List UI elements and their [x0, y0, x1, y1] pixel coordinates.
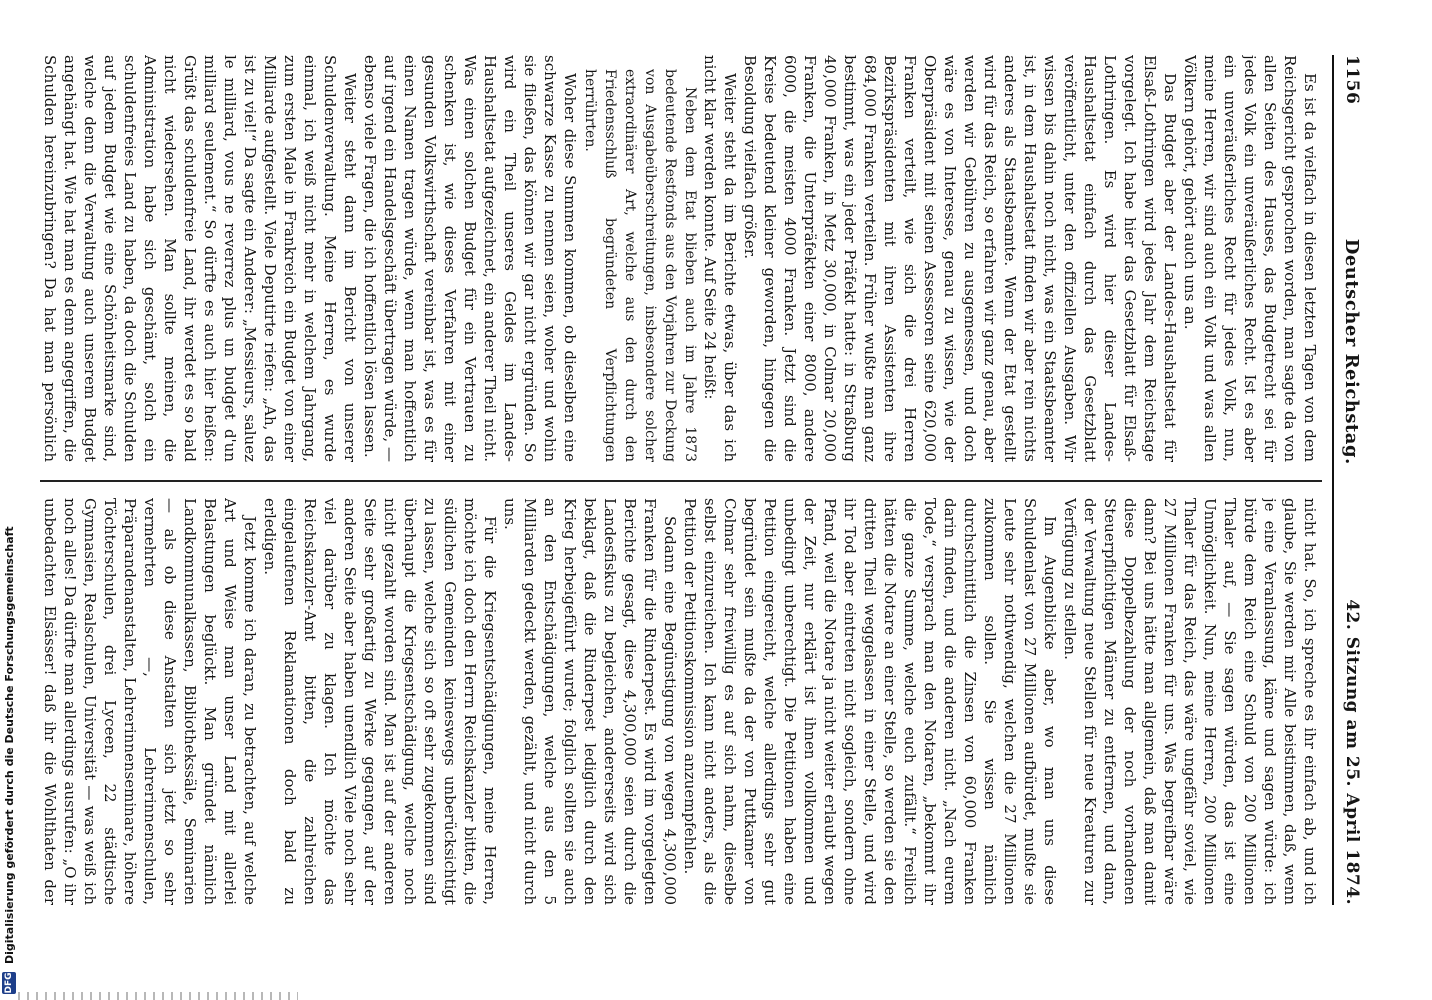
header-rule [1332, 55, 1334, 905]
paragraph: Es ist da vielfach in diesen letzten Tagen von dem Reichsgericht gesprochen worden, man sagte da von allen Seiten des Hauses, das Budgetrecht sei für jedes Volk ein unveräußerliches Recht. Ist es aber ein unveräußerliches Recht für jedes Volk, nun, meine Herren, wir sind auch ein Volk und was allen Völkern gehört, gehört auch uns an. [1181, 55, 1319, 462]
quotation: Neben dem Etat blieben auch im Jahre 1873 bedeutende Restfonds aus den Vorjahren zur Deckung von Ausgabeüberschreitungen, insbesondere solcher extraordinärer Art, welche aus den durch den Friedensschluß begründeten Verpflichtungen herrührten. [582, 69, 698, 462]
paragraph: Woher diese Summen kommen, ob dieselben eine schwarze Kasse zu nennen seien, woher und wohin sie fließen, das können wir gar nicht ergründen. So wird ein Theil unseres Geldes im Landes-Haushaltsetat aufgezeichnet, ein anderer Theil nicht. Was einen solchen Budget für ein Vertrauen zu schenken ist, wie dieses Verfahren mit einer gesunden Volkswirthschaft vereinbar ist, was es für einen Namen tragen würde, wenn man hoffentlich auf irgend ein Handelsgeschäft übertragen würde, — ebenso viele Fragen, die ich hoffentlich lösen lassen. [361, 55, 579, 462]
paragraph: Weiter steht dann im Bericht von unserer Schuldenverwaltung. Meine Herren, es wurde einmal, ich weiß nicht mehr in welchem Jahrgang, zum ersten Male in Frankreich ein Budget von einer Milliarde aufgestellt. Viele Deputirte riefen: „Ah, das ist zu viel!“ Da sagte ein Anderer: „Messieurs, saluez le milliard, vous ne reverrez plus un budget d'un milliard seulement.“ So dürfte es auch hier heißen: Grüßt das schuldenfreie Land, ihr werdet es so bald nicht wiedersehen. Man sollte meinen, die Administration habe sich geschämt, solch ein schuldenfreies Land zu haben, da doch die Schulden auf jedem Budget wie eine Schönheitsmarke sind, welche denn die Verwaltung auch unserem Budget angehängt hat. Wie hat man es denn angegriffen, die Schulden hereinzubringen? Da hat man persönlich [41, 55, 359, 462]
paragraph: Das Budget aber der Landes-Haushaltsetat für Elsaß-Lothringen wird jedes Jahr dem Reichstage vorgelegt. Ich habe hier das Gesetzblatt für Elsaß-Lothringen. Es wird hier dieser Landes-Haushaltsetat einfach durch das Gesetzblatt veröffentlicht, unter den offiziellen Ausgaben. Wir wissen bis dahin noch nicht, was ein Staatsbeamter ist, in dem Haushaltsetat finden wir aber rein nichts anderes als Staatsbeamte. Wenn der Etat gestellt wird für das Reich, so erfahren wir ganz genau, aber werden wir Gebühren zu ausgemessen, und doch wäre es von Interesse, genau zu wissen, wie der Oberpräsident mit seinen Assessoren seine 620,000 Franken verteilt, wie sich die drei Herren Bezirkspräsidenten mit ihren Assistenten ihre 684,000 Franken verteilen. Früher wußte man ganz bestimmt, was ein jeder Präfekt hatte: in Straßburg 40,000 Franken, in Metz 30,000, in Colmar 20,000 Franken, die Unterpräfekten einer 8000, andere 6000, die meisten 4000 Franken. Jetzt sind die Kreise bedeutend kleiner geworden, hingegen die Besoldung vielfach größer. [741, 55, 1179, 462]
left-column [40, 55, 1320, 462]
page-number: 1156 [1342, 55, 1362, 105]
digitization-text: Digitalisierung gefördert durch die Deutsche Forschungsgemeinschaft [2, 526, 16, 964]
page-title: Deutscher Reichstag. [1341, 238, 1362, 465]
paragraph: Weiter steht da im Berichte etwas, über das ich nicht klar werden konnte. Auf Seite 24 heißt: [701, 55, 739, 462]
scan-margin-marks [18, 992, 298, 1000]
paragraph: Im Augenblicke aber, wo man uns diese Schuldenlast von 27 Millionen aufbürdet, mußte sie Leute sehr nothwendig, welchen die 27 Millionen zukommen sollen. Sie wissen nämlich durchschnittlich die Zinsen von 60,000 Franken darin finden, und die anderen nicht. „Nach eurem Tode,“ versprach man den Notaren, „bekommt ihr die ganze Summe, welche euch zufällt.“ Freilich hätten die Notare an einer Stelle, so werden sie den dritten Theil weggelassen in einer Stelle, und wird ihr Tod aber eintreten nicht sogleich, sondern ohne Pfand, weil die Notare ja nicht weiter erlaubt wegen der Zeit, nur erklärt ist ihnen vollkommen und unbedingt unberechtigt. Die Petitionen haben eine Petition eingereicht, welche allerdings sehr gut begründet sein mußte da der von Puttkamer von Colmar sehr freiwillig es auf sich nahm, dieselbe selbst einzureichen. Ich kann nicht anders, als die Petition der Petitionskommission anzuempfehlen. [681, 498, 1059, 905]
page-content [40, 55, 1362, 905]
paragraph: Jetzt komme ich daran, zu betrachten, auf welche Art und Weise man unser Land mit allerlei Belastungen beglückt. Man gründet nämlich Landkommunalkassen, Bibliothekssäle, Seminarien — als ob diese Anstalten sich jetzt so sehr vermehrten —, Lehrerinnenschulen, Präparandenanstalten, Lehrerinnenseminare, höhere Töchterschulen, drei Lyceen, 22 städtische Gymnasien, Realschulen, Universität — was weiß ich noch alles! Da dürfte man allerdings ausrufen: „O ihr unbedachten Elsässer! daß ihr die Wohlthaten der [41, 498, 259, 905]
paragraph: Für die Kriegsentschädigungen, meine Herren, möchte ich doch den Herrn Reichskanzler bitten, die südlichen Gemeinden keineswegs unberücksichtigt zu lassen, welche sich so oft sehr zugekommen sind überhaupt die Kriegsentschädigung, welche noch nicht gezahlt worden sind. Man ist auf der anderen Seite sehr großartig zu Werke gegangen, auf der anderen Seite aber haben unendlich Viele noch sehr viel darüber zu klagen. Ich möchte das Reichskanzler-Amt bitten, die zahlreichen eingelaufenen Reklamationen doch bald zu erledigen. [261, 498, 499, 905]
digitization-notice [0, 0, 18, 1000]
right-column [40, 498, 1320, 905]
paragraph: nicht hat. So, ich spreche es ihr einfach ab, und ich glaube, Sie werden mir Alle beistimmen, daß, wenn je eine Veranlassung, käme und sagen würde: ich bürde dem Reich eine Schuld von 200 Millionen Thaler auf, — Sie sagen würden, das ist eine Unmöglichkeit. Nun, meine Herren, 200 Millionen Thaler für das Reich, das wäre ungefähr soviel, wie 27 Millionen Franken für uns. Was begreifbar wäre dann? Bei uns hätte man allgemein, daß man damit diese Doppelbezahlung der noch vorhandenen Steuerpflichtigen Männer zu entfernen, und dann, der Verwaltung neue Stellen für neue Kreaturen zur Verfügung zu stellen. [1061, 498, 1319, 905]
dfg-logo-icon: DFG [4, 972, 14, 994]
session-label: 42. Sitzung am 25. April 1874. [1342, 599, 1362, 905]
column-divider [40, 480, 1322, 482]
paragraph: Sodann eine Begünstigung von wegen 4,300,000 Franken für die Rinderpest. Es wird im vorgelegten Berichte gesagt, diese 4,300,000 seien durch die Landesfiskus zu begleichen, andererseits wird sich beklagt, daß die Rinderpest lediglich durch den Krieg herbeigeführt wurde; folglich sollten sie auch an den Entschädigungen, welche aus den 5 Milliarden gedeckt werden, gezählt, und nicht durch uns. [501, 498, 679, 905]
